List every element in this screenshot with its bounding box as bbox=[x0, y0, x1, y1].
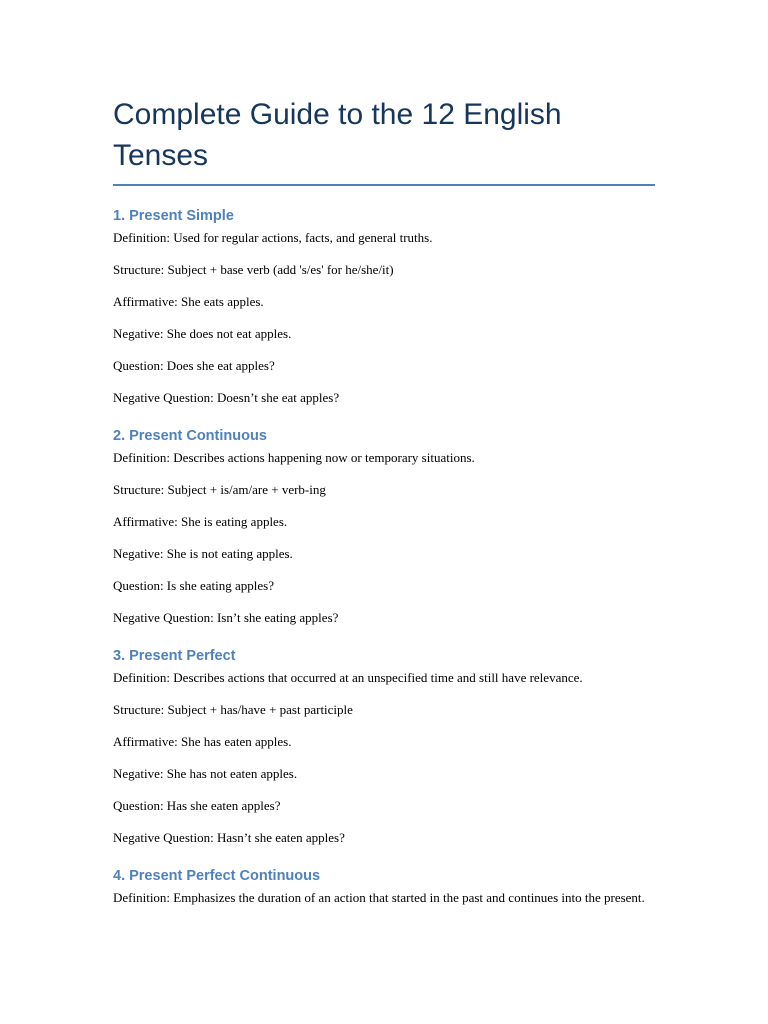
negative-question-line: Negative Question: Isn’t she eating apples? bbox=[113, 610, 339, 625]
section-heading: 2. Present Continuous bbox=[113, 428, 267, 444]
structure-line: Structure: Subject + base verb (add 's/es' for he/she/it) bbox=[113, 262, 394, 277]
section-present-continuous bbox=[113, 427, 656, 627]
negative-line: Negative: She does not eat apples. bbox=[113, 326, 292, 341]
title-underline bbox=[113, 184, 655, 186]
negative-question-line: Negative Question: Hasn’t she eaten apples? bbox=[113, 830, 345, 845]
affirmative-line: Affirmative: She is eating apples. bbox=[113, 514, 288, 529]
definition-line: Definition: Emphasizes the duration of an action that started in the past and continues into the present. bbox=[113, 890, 645, 905]
negative-line: Negative: She is not eating apples. bbox=[113, 546, 293, 561]
question-line: Question: Does she eat apples? bbox=[113, 358, 275, 373]
section-heading: 3. Present Perfect bbox=[113, 648, 236, 664]
definition-line: Definition: Describes actions that occurred at an unspecified time and still have relevance. bbox=[113, 670, 583, 685]
definition-line: Definition: Used for regular actions, facts, and general truths. bbox=[113, 230, 433, 245]
definition-line: Definition: Describes actions happening now or temporary situations. bbox=[113, 450, 475, 465]
section-present-perfect bbox=[113, 647, 656, 847]
negative-question-line: Negative Question: Doesn’t she eat apples? bbox=[113, 390, 340, 405]
question-line: Question: Has she eaten apples? bbox=[113, 798, 281, 813]
affirmative-line: Affirmative: She eats apples. bbox=[113, 294, 264, 309]
affirmative-line: Affirmative: She has eaten apples. bbox=[113, 734, 292, 749]
document-title: Complete Guide to the 12 English Tenses bbox=[113, 98, 562, 172]
section-present-perfect-continuous bbox=[113, 867, 656, 907]
section-heading: 1. Present Simple bbox=[113, 208, 234, 224]
negative-line: Negative: She has not eaten apples. bbox=[113, 766, 298, 781]
structure-line: Structure: Subject + has/have + past participle bbox=[113, 702, 353, 717]
structure-line: Structure: Subject + is/am/are + verb-ing bbox=[113, 482, 326, 497]
question-line: Question: Is she eating apples? bbox=[113, 578, 275, 593]
section-present-simple bbox=[113, 207, 656, 407]
section-heading: 4. Present Perfect Continuous bbox=[113, 868, 321, 884]
